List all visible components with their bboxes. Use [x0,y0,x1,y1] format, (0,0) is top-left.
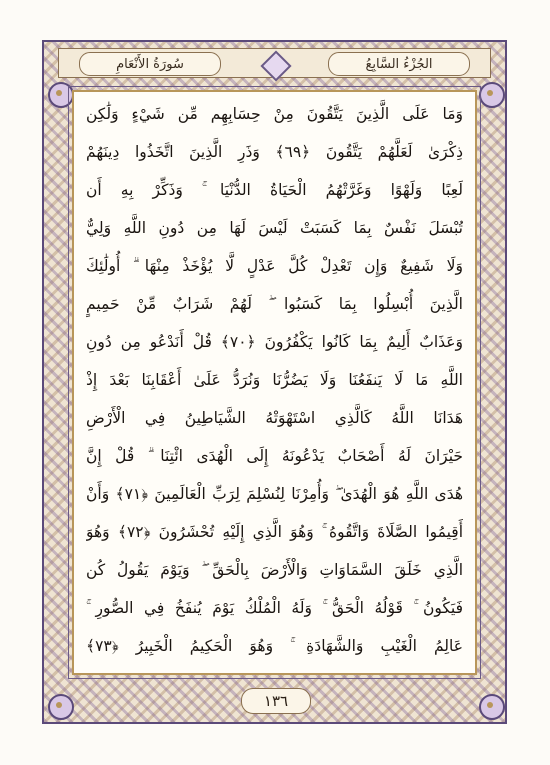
text-line: وَلَا شَفِيعٌ وَإِن تَعْدِلْ كُلَّ عَدْلٍ لَّا يُؤْخَذْ مِنْهَا ۗ أُولَٰئِكَ [86,257,463,275]
page-number: ١٣٦ [241,688,311,714]
text-line: الَّذِينَ أُبْسِلُوا بِمَا كَسَبُوا ۖ لَهُمْ شَرَابٌ مِّنْ حَمِيمٍ [86,295,463,313]
text-line: أَقِيمُوا الصَّلَاةَ وَاتَّقُوهُ ۚ وَهُوَ الَّذِي إِلَيْهِ تُحْشَرُونَ ﴿٧٢﴾ وَهُوَ [86,523,463,541]
corner-rosette-bottom-left-icon [48,694,74,720]
text-line: اللَّهِ مَا لَا يَنفَعُنَا وَلَا يَضُرُّنَا وَنُرَدُّ عَلَىٰ أَعْقَابِنَا بَعْدَ إِذْ [86,371,463,389]
corner-rosette-bottom-right-icon [479,694,505,720]
text-line: هَدَانَا اللَّهُ كَالَّذِي اسْتَهْوَتْهُ الشَّيَاطِينُ فِي الْأَرْضِ [86,409,463,427]
text-line: وَعَذَابٌ أَلِيمٌ بِمَا كَانُوا يَكْفُرُونَ ﴿٧٠﴾ قُلْ أَنَدْعُو مِن دُونِ [86,333,463,351]
text-line: تُبْسَلَ نَفْسٌ بِمَا كَسَبَتْ لَيْسَ لَهَا مِن دُونِ اللَّهِ وَلِيٌّ [86,219,463,237]
text-line: ذِكْرَىٰ لَعَلَّهُمْ يَتَّقُونَ ﴿٦٩﴾ وَذَرِ الَّذِينَ اتَّخَذُوا دِينَهُمْ [86,143,463,161]
text-line: الَّذِي خَلَقَ السَّمَاوَاتِ وَالْأَرْضَ بِالْحَقِّ ۖ وَيَوْمَ يَقُولُ كُن [86,561,463,579]
text-line: عَالِمُ الْغَيْبِ وَالشَّهَادَةِ ۚ وَهُوَ الْحَكِيمُ الْخَبِيرُ ﴿٧٣﴾ [86,637,463,655]
text-line: هُدَى اللَّهِ هُوَ الْهُدَىٰ ۖ وَأُمِرْنَا لِنُسْلِمَ لِرَبِّ الْعَالَمِينَ ﴿٧١﴾ وَأَنْ [86,485,463,503]
juz-title: الجُزْءُ السَّابِعُ [328,52,470,76]
text-line: حَيْرَانَ لَهُ أَصْحَابٌ يَدْعُونَهُ إِلَى الْهُدَى ائْتِنَا ۗ قُلْ إِنَّ [86,447,463,465]
page-header [58,48,491,78]
corner-rosette-top-left-icon [48,82,74,108]
text-line: لَعِبًا وَلَهْوًا وَغَرَّتْهُمُ الْحَيَاةُ الدُّنْيَا ۚ وَذَكِّرْ بِهِ أَن [86,181,463,199]
text-line: فَيَكُونُ ۚ قَوْلُهُ الْحَقُّ ۚ وَلَهُ الْمُلْكُ يَوْمَ يُنفَخُ فِي الصُّورِ ۚ [86,599,463,617]
quran-text [86,96,463,668]
corner-rosette-top-right-icon [479,82,505,108]
text-line: وَمَا عَلَى الَّذِينَ يَتَّقُونَ مِنْ حِسَابِهِم مِّن شَيْءٍ وَلَٰكِن [86,105,463,123]
surah-title: سُورَةُ الأَنْعَامِ [79,52,221,76]
header-ornament-icon [260,50,291,81]
